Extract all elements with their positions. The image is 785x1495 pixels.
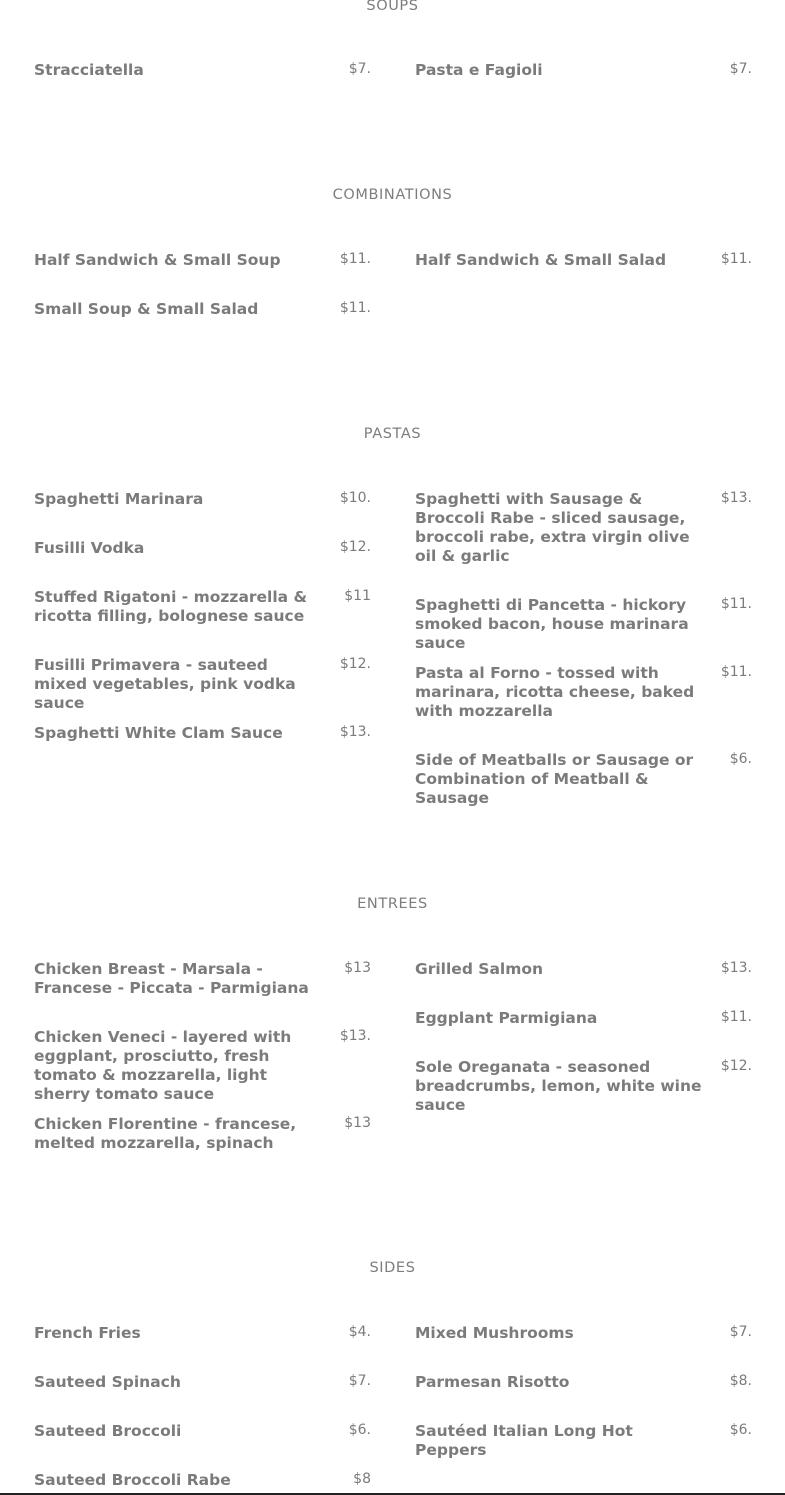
menu-item-name: French Fries xyxy=(34,1324,141,1342)
menu-item xyxy=(34,251,371,270)
menu-item-price: $8 xyxy=(353,1471,371,1487)
menu-item xyxy=(34,300,371,319)
menu-item-name: Sauteed Broccoli Rabe xyxy=(34,1471,231,1489)
menu-item-price: $13. xyxy=(339,1028,371,1044)
menu-item-price: $13 xyxy=(344,1115,371,1131)
menu-item xyxy=(34,490,371,509)
menu-item-price: $7. xyxy=(729,61,752,77)
section-title-soups: SOUPS xyxy=(366,0,419,14)
menu-item-price: $7. xyxy=(348,1373,371,1389)
menu-item-price: $12. xyxy=(339,656,371,672)
section-title-entrees: ENTREES xyxy=(357,896,428,912)
menu-item xyxy=(415,960,752,979)
menu-item xyxy=(415,1324,752,1343)
menu-item-name: Sole Oreganata - seasoned breadcrumbs, lemon, white wine sauce xyxy=(415,1058,702,1114)
menu-item-name: Parmesan Risotto xyxy=(415,1373,570,1391)
menu-item xyxy=(34,724,371,743)
menu-item-name: Pasta e Fagioli xyxy=(415,61,543,79)
menu-item-name: Sautéed Italian Long Hot Peppers xyxy=(415,1422,633,1459)
menu-item xyxy=(34,656,371,713)
menu-item-name: Chicken Florentine - francese, melted mozzarella, spinach xyxy=(34,1115,297,1152)
menu-item-price: $11 xyxy=(344,588,371,604)
menu-item-price: $4. xyxy=(348,1324,371,1340)
section-title-sides: SIDES xyxy=(369,1260,416,1276)
menu-item-name: Mixed Mushrooms xyxy=(415,1324,574,1342)
menu-item xyxy=(415,1373,752,1392)
menu-item-price: $6. xyxy=(348,1422,371,1438)
menu-item-price: $11. xyxy=(720,1009,752,1025)
menu-item xyxy=(34,61,371,80)
menu-item-price: $7. xyxy=(348,61,371,77)
menu-item-name: Small Soup & Small Salad xyxy=(34,300,259,318)
menu-item-price: $13. xyxy=(339,724,371,740)
menu-item-name: Spaghetti Marinara xyxy=(34,490,204,508)
menu-item xyxy=(415,490,752,566)
menu-item xyxy=(415,751,752,808)
menu-item-name: Eggplant Parmigiana xyxy=(415,1009,598,1027)
menu-item-price: $8. xyxy=(729,1373,752,1389)
menu-item-price: $11. xyxy=(339,300,371,316)
menu-item xyxy=(415,664,752,721)
menu-item xyxy=(415,1058,752,1115)
menu-item xyxy=(34,1373,371,1392)
section-title-pastas: PASTAS xyxy=(363,426,422,442)
menu-item-price: $13. xyxy=(720,960,752,976)
menu-item xyxy=(34,1422,371,1441)
menu-item-price: $11. xyxy=(339,251,371,267)
menu-item-name: Grilled Salmon xyxy=(415,960,544,978)
menu-item xyxy=(34,1324,371,1343)
menu-item-price: $13. xyxy=(720,490,752,506)
menu-item-name: Sauteed Spinach xyxy=(34,1373,181,1391)
menu-item-name: Spaghetti White Clam Sauce xyxy=(34,724,283,742)
menu-item-name: Chicken Veneci - layered with eggplant, prosciutto, fresh tomato & mozzarella, light sherry tomato sauce xyxy=(34,1028,292,1103)
menu-item-price: $7. xyxy=(729,1324,752,1340)
menu-item-name: Half Sandwich & Small Soup xyxy=(34,251,281,269)
menu-item-name: Side of Meatballs or Sausage or Combination of Meatball & Sausage xyxy=(415,751,694,807)
menu-item-name: Stracciatella xyxy=(34,61,144,79)
menu-item-price: $13 xyxy=(344,960,371,976)
menu-item-price: $11. xyxy=(720,664,752,680)
menu-item-name: Spaghetti with Sausage & Broccoli Rabe - sliced sausage, broccoli rabe, extra virgin olive oil & garlic xyxy=(415,490,690,565)
menu-item xyxy=(34,539,371,558)
menu-item-name: Sauteed Broccoli xyxy=(34,1422,182,1440)
menu-item xyxy=(34,1471,371,1490)
menu-item-price: $12. xyxy=(720,1058,752,1074)
menu-item-name: Pasta al Forno - tossed with marinara, ricotta cheese, baked with mozzarella xyxy=(415,664,695,720)
menu-item xyxy=(34,1115,371,1153)
menu-item-name: Fusilli Vodka xyxy=(34,539,145,557)
menu-item xyxy=(415,61,752,80)
menu-item-name: Stuffed Rigatoni - mozzarella & ricotta filling, bolognese sauce xyxy=(34,588,308,625)
menu-item-price: $11. xyxy=(720,596,752,612)
menu-item-name: Spaghetti di Pancetta - hickory smoked bacon, house marinara sauce xyxy=(415,596,689,652)
menu-item-price: $12. xyxy=(339,539,371,555)
menu-item-name: Chicken Breast - Marsala - Francese - Piccata - Parmigiana xyxy=(34,960,309,997)
menu-item-price: $6. xyxy=(729,1422,752,1438)
menu-item xyxy=(415,251,752,270)
menu-item xyxy=(415,1422,752,1460)
menu-item-price: $11. xyxy=(720,251,752,267)
menu-item xyxy=(415,1009,752,1028)
menu-item-name: Fusilli Primavera - sauteed mixed vegetables, pink vodka sauce xyxy=(34,656,296,712)
menu-item-price: $10. xyxy=(339,490,371,506)
menu-item xyxy=(415,596,752,653)
menu-item xyxy=(34,1028,371,1104)
section-title-combinations: COMBINATIONS xyxy=(332,187,453,203)
menu-item-price: $6. xyxy=(729,751,752,767)
menu-item xyxy=(34,588,371,626)
menu-item-name: Half Sandwich & Small Salad xyxy=(415,251,667,269)
menu-item xyxy=(34,960,371,998)
